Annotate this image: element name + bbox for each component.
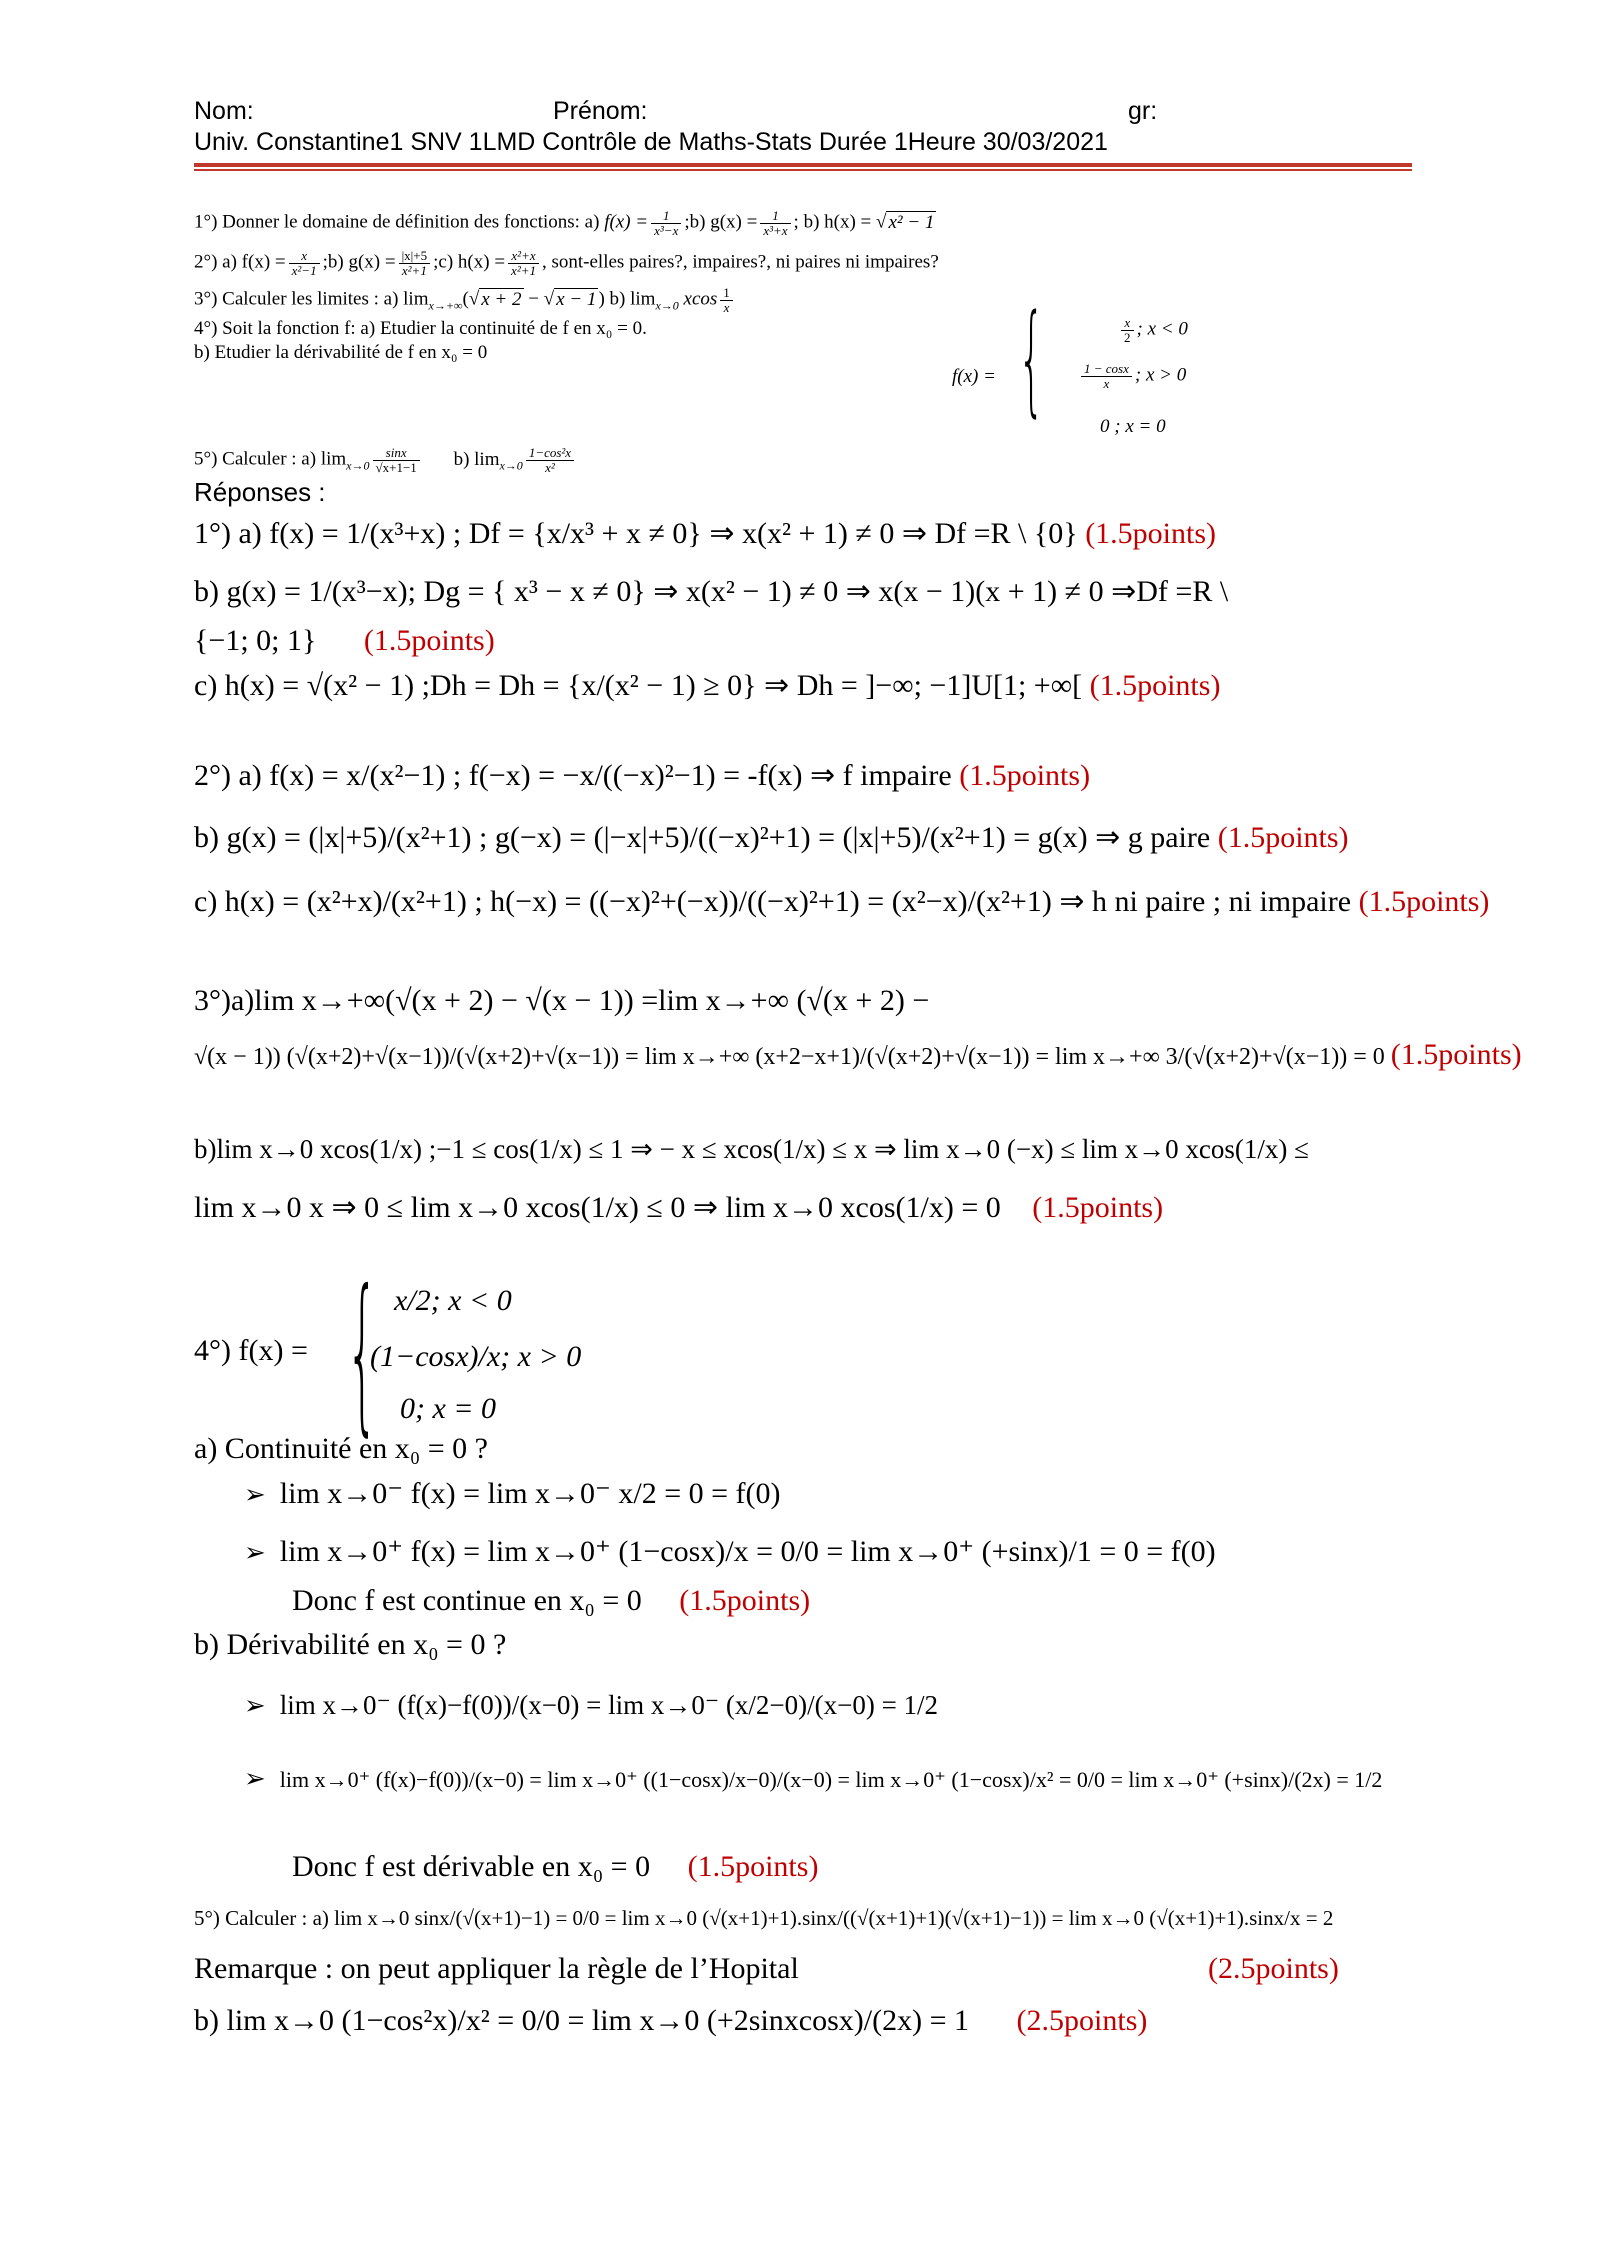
points-badge: (2.5points) (1016, 2004, 1148, 2037)
question-4-line-2: b) Etudier la dérivabilité de f en x₀ = 0 (194, 342, 488, 363)
answer-5-remark: Remarque : on peut appliquer la règle de l’Hopital (194, 1952, 799, 1985)
points-badge: (1.5points) (1089, 669, 1221, 702)
answer-4a-conclusion: Donc f est continue en x₀ = 0 (1.5points) (292, 1584, 811, 1617)
q4-brace: { (1018, 290, 1045, 429)
points-badge: (1.5points) (687, 1850, 819, 1883)
points-badge: (1.5points) (1217, 821, 1349, 854)
answers-heading: Réponses : (194, 477, 326, 507)
question-4-line-1: 4°) Soit la fonction f: a) Etudier la continuité de f en x₀ = 0. (194, 318, 647, 339)
answer-2a: 2°) a) f(x) = x/(x²−1) ; f(−x) = −x/((−x)²−1) = -f(x) ⇒ f impaire (1.5points) (194, 759, 1091, 792)
q4-case-3: 0 ; x = 0 (1100, 416, 1166, 437)
points-badge: (1.5points) (1085, 517, 1217, 550)
group-label: gr: (1128, 97, 1158, 125)
answer-4b-title: b) Dérivabilité en x₀ = 0 ? (194, 1628, 507, 1661)
points-badge: (2.5points) (1208, 1952, 1339, 1985)
bullet-arrow-icon: ➢ (244, 1538, 266, 1567)
answer-4b-line-1: ➢ lim x→0⁻ (f(x)−f(0))/(x−0) = lim x→0⁻ (x/2−0)/(x−0) = 1/2 (244, 1690, 939, 1720)
answer-4-case-1: x/2; x < 0 (394, 1284, 512, 1317)
answer-1c: c) h(x) = √(x² − 1) ;Dh = Dh = {x/(x² − 1) ≥ 0} ⇒ Dh = ]−∞; −1]U[1; +∞[ (1.5points) (194, 669, 1221, 702)
answer-3a-line-2: √(x − 1)) (√(x+2)+√(x−1))/(√(x+2)+√(x−1)) = lim x→+∞ (x+2−x+1)/(√(x+2)+√(x−1)) = lim x→+∞ 3/(√(x+2)+√(x−1)) = 0 (1.5points) (194, 1038, 1522, 1071)
bullet-arrow-icon: ➢ (244, 1764, 266, 1793)
answer-2b: b) g(x) = (|x|+5)/(x²+1) ; g(−x) = (|−x|+5)/((−x)²+1) = (|x|+5)/(x²+1) = g(x) ⇒ g paire (1.5points) (194, 821, 1349, 854)
answer-4-brace: { (346, 1254, 379, 1452)
answer-1b-cont: {−1; 0; 1} (1.5points) (194, 624, 495, 657)
points-badge: (1.5points) (363, 624, 495, 657)
answer-3b-line-1: b)lim x→0 xcos(1/x) ;−1 ≤ cos(1/x) ≤ 1 ⇒ − x ≤ xcos(1/x) ≤ x ⇒ lim x→0 (−x) ≤ lim x→0 xcos(1/x) ≤ (194, 1134, 1309, 1164)
points-badge: (1.5points) (959, 759, 1091, 792)
q4-case-2: $\frac{1 - \cos x}{x}$ ; x > 0 (1078, 362, 1186, 390)
answer-4b-line-2: ➢ lim x→0⁺ (f(x)−f(0))/(x−0) = lim x→0⁺ ((1−cosx)/x−0)/(x−0) = lim x→0⁺ (1−cosx)/x² = 0/0 = lim x→0⁺ (+sinx)/(2x) = 1/2 (244, 1764, 1383, 1793)
answer-5a: 5°) Calculer : a) lim x→0 sinx/(√(x+1)−1) = 0/0 = lim x→0 (√(x+1)+1).sinx/((√(x+1)+1)(√(x+1)−1)) = lim x→0 (√(x+1)+1).sinx/x = 2 (194, 1906, 1334, 1930)
question-1: 1°) Donner le domaine de définition des fonctions: a) f(x) = $\frac{1}{\text{x³−x}}$ ;b) g(x) = $\frac{1}{\text{x³+x}}$ ; b) h(x) = √ x² − 1 (194, 208, 935, 238)
question-2: 2°) a) f(x) = $\frac{x}{\text{x²−1}}$ ;b) g(x) = $\frac{|x|+5}{\text{x²+1}}$ ;c) h(x) = $\frac{\text{x²+x}}{\text{x²+1}}$ , sont-elles paires?, impaires?, ni paires ni impaires? (194, 248, 939, 278)
answer-1b: b) g(x) = 1/(x³−x); Dg = { x³ − x ≠ 0} ⇒ x(x² − 1) ≠ 0 ⇒ x(x − 1)(x + 1) ≠ 0 ⇒Df =R \ (194, 575, 1229, 608)
answer-4a-line-2: ➢ lim x→0⁺ f(x) = lim x→0⁺ (1−cosx)/x = 0/0 = lim x→0⁺ (+sinx)/1 = 0 = f(0) (244, 1535, 1216, 1568)
prenom-label: Prénom: (553, 97, 648, 125)
q4-def-lhs: f(x) = (952, 366, 996, 387)
answer-4-case-2: (1−cosx)/x; x > 0 (370, 1340, 582, 1373)
header-rule-thin (194, 169, 1412, 171)
bullet-arrow-icon: ➢ (244, 1691, 266, 1720)
answer-5b: b) lim x→0 (1−cos²x)/x² = 0/0 = lim x→0 (+2sinxcosx)/(2x) = 1 (2.5points) (194, 2004, 1148, 2037)
answer-4b-conclusion: Donc f est dérivable en x₀ = 0 (1.5points) (292, 1850, 819, 1883)
exam-title: Univ. Constantine1 SNV 1LMD Contrôle de Maths-Stats Durée 1Heure 30/03/2021 (194, 128, 1108, 156)
answer-4a-line-1: ➢ lim x→0⁻ f(x) = lim x→0⁻ x/2 = 0 = f(0) (244, 1477, 781, 1510)
answer-3b-line-2: lim x→0 x ⇒ 0 ≤ lim x→0 xcos(1/x) ≤ 0 ⇒ lim x→0 xcos(1/x) = 0 (1.5points) (194, 1191, 1164, 1224)
answer-4-case-3: 0; x = 0 (400, 1392, 497, 1425)
answer-4-lhs: 4°) f(x) = (194, 1334, 308, 1367)
points-badge: (1.5points) (1358, 885, 1490, 918)
answer-3a-line-1: 3°)a)lim x→+∞(√(x + 2) − √(x − 1)) =lim x→+∞ (√(x + 2) − (194, 984, 930, 1017)
header-rule (194, 163, 1412, 167)
answer-4a-title: a) Continuité en x₀ = 0 ? (194, 1432, 488, 1465)
bullet-arrow-icon: ➢ (244, 1480, 266, 1509)
points-badge: (1.5points) (1032, 1191, 1164, 1224)
q4-case-1: $\frac{x}{2}$ ; x < 0 (1118, 316, 1188, 344)
question-3: 3°) Calculer les limites : a) $\lim_{x\to+\infty}(√$ x + 2 − √ x − 1 ) b) $\lim_{x\to 0} xcos$ $\frac{1}{x}$ (194, 286, 736, 314)
answer-1a: 1°) a) f(x) = 1/(x³+x) ; Df = {x/x³ + x ≠ 0} ⇒ x(x² + 1) ≠ 0 ⇒ Df =R \ {0} (1.5points) (194, 517, 1217, 550)
answer-2c: c) h(x) = (x²+x)/(x²+1) ; h(−x) = ((−x)²+(−x))/((−x)²+1) = (x²−x)/(x²+1) ⇒ h ni paire ; ni impaire (1.5points) (194, 885, 1490, 918)
points-badge: (1.5points) (1390, 1038, 1522, 1071)
points-badge: (1.5points) (679, 1584, 811, 1617)
question-5: 5°) Calculer : a) $\lim_{x\to 0}$ $\frac{\sin x}{√x+1-1}$ b) $\lim_{x\to 0}$ $\frac{\text{1−cos²x}}{\text{x²}}$ (194, 446, 577, 474)
nom-label: Nom: (194, 97, 254, 125)
